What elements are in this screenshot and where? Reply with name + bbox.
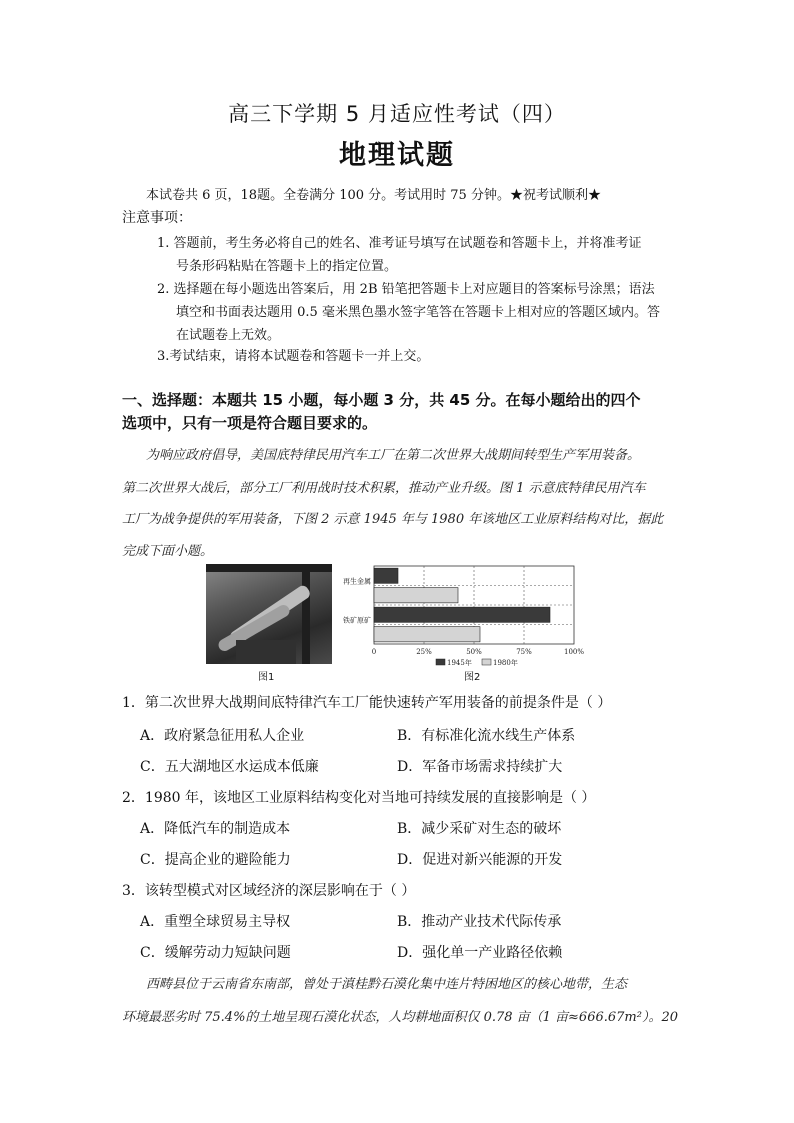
passage-line: 为响应政府倡导，美国底特律民用汽车工厂在第二次世界大战期间转型生产军用装备。 (146, 448, 641, 463)
exam-subject: 地理试题 (339, 140, 455, 171)
passage-line: 环境最恶劣时 75.4%的土地呈现石漠化状态，人均耕地面积仅 0.78 亩（1 亩≈666.67m²）。20 (122, 1010, 679, 1025)
option-d: D．强化单一产业路径依赖 (397, 945, 563, 961)
notice-heading: 注意事项： (122, 210, 192, 226)
raw-material-bar-chart (330, 560, 585, 682)
military-equipment-photo (206, 564, 332, 664)
legend-label: 1945年 (447, 659, 472, 667)
notice-item: 填空和书面表达题用 0.5 毫米黑色墨水签字笔答在答题卡上相对应的答题区域内。答 (176, 305, 660, 320)
option-b: B．减少采矿对生态的破坏 (397, 821, 562, 837)
legend-swatch (436, 659, 445, 665)
passage-line: 工厂为战争提供的军用装备，下图 2 示意 1945 年与 1980 年该地区工业原料结构对比，据此 (122, 512, 664, 527)
x-tick-label: 100% (563, 648, 585, 656)
exam-intro: 本试卷共 6 页，18题。全卷满分 100 分。考试用时 75 分钟。★祝考试顺利★ (146, 188, 601, 203)
option-c: C．提高企业的避险能力 (140, 852, 291, 868)
passage-line: 完成下面小题。 (122, 544, 214, 559)
category-label: 铁矿原矿 (343, 616, 371, 625)
legend-swatch (482, 659, 491, 665)
bar-1980 (374, 627, 480, 642)
legend-label: 1980年 (493, 659, 518, 667)
x-tick-label: 0 (371, 648, 377, 656)
option-a: A．降低汽车的制造成本 (140, 821, 291, 837)
question-stem: 1．第二次世界大战期间底特律汽车工厂能快速转产军用装备的前提条件是（ ） (122, 695, 612, 711)
figure2-caption: 图2 (464, 672, 481, 683)
option-a: A．政府紧急征用私人企业 (140, 728, 305, 744)
bar-1980 (374, 588, 458, 603)
option-a: A．重塑全球贸易主导权 (140, 914, 291, 930)
x-tick-label: 50% (466, 648, 482, 656)
category-label: 再生金属 (343, 577, 371, 586)
option-c: C．缓解劳动力短缺问题 (140, 945, 291, 961)
option-d: D．促进对新兴能源的开发 (397, 852, 563, 868)
option-d: D．军备市场需求持续扩大 (397, 759, 563, 775)
option-b: B．推动产业技术代际传承 (397, 914, 562, 930)
question-stem: 2．1980 年，该地区工业原料结构变化对当地可持续发展的直接影响是（ ） (122, 790, 596, 806)
exam-title: 高三下学期 5 月适应性考试（四） (228, 102, 566, 126)
notice-item: 3.考试结束，请将本试题卷和答题卡一并上交。 (157, 349, 430, 364)
option-c: C．五大湖地区水运成本低廉 (140, 759, 319, 775)
x-tick-label: 25% (416, 648, 432, 656)
notice-item: 1. 答题前，考生务必将自己的姓名、准考证号填写在试题卷和答题卡上，并将准考证 (157, 236, 642, 251)
question-stem: 3．该转型模式对区域经济的深层影响在于（ ） (122, 883, 416, 899)
figure1-caption: 图1 (258, 672, 275, 683)
notice-item: 2. 选择题在每小题选出答案后，用 2B 铅笔把答题卡上对应题目的答案标号涂黑；语法 (157, 282, 655, 297)
passage-line: 西畴县位于云南省东南部，曾处于滇桂黔石漠化集中连片特困地区的核心地带，生态 (146, 977, 628, 992)
notice-item: 在试题卷上无效。 (176, 328, 281, 343)
notice-item: 号条形码粘贴在答题卡上的指定位置。 (176, 259, 398, 274)
passage-line: 第二次世界大战后，部分工厂利用战时技术积累，推动产业升级。图 1 示意底特律民用汽车 (122, 481, 646, 496)
bar-1945 (374, 568, 398, 583)
bar-1945 (374, 607, 550, 622)
section-heading: 一、选择题：本题共 15 小题，每小题 3 分，共 45 分。在每小题给出的四个 (122, 391, 641, 409)
option-b: B．有标准化流水线生产体系 (397, 728, 576, 744)
x-tick-label: 75% (516, 648, 532, 656)
section-heading: 选项中，只有一项是符合题目要求的。 (122, 414, 378, 432)
